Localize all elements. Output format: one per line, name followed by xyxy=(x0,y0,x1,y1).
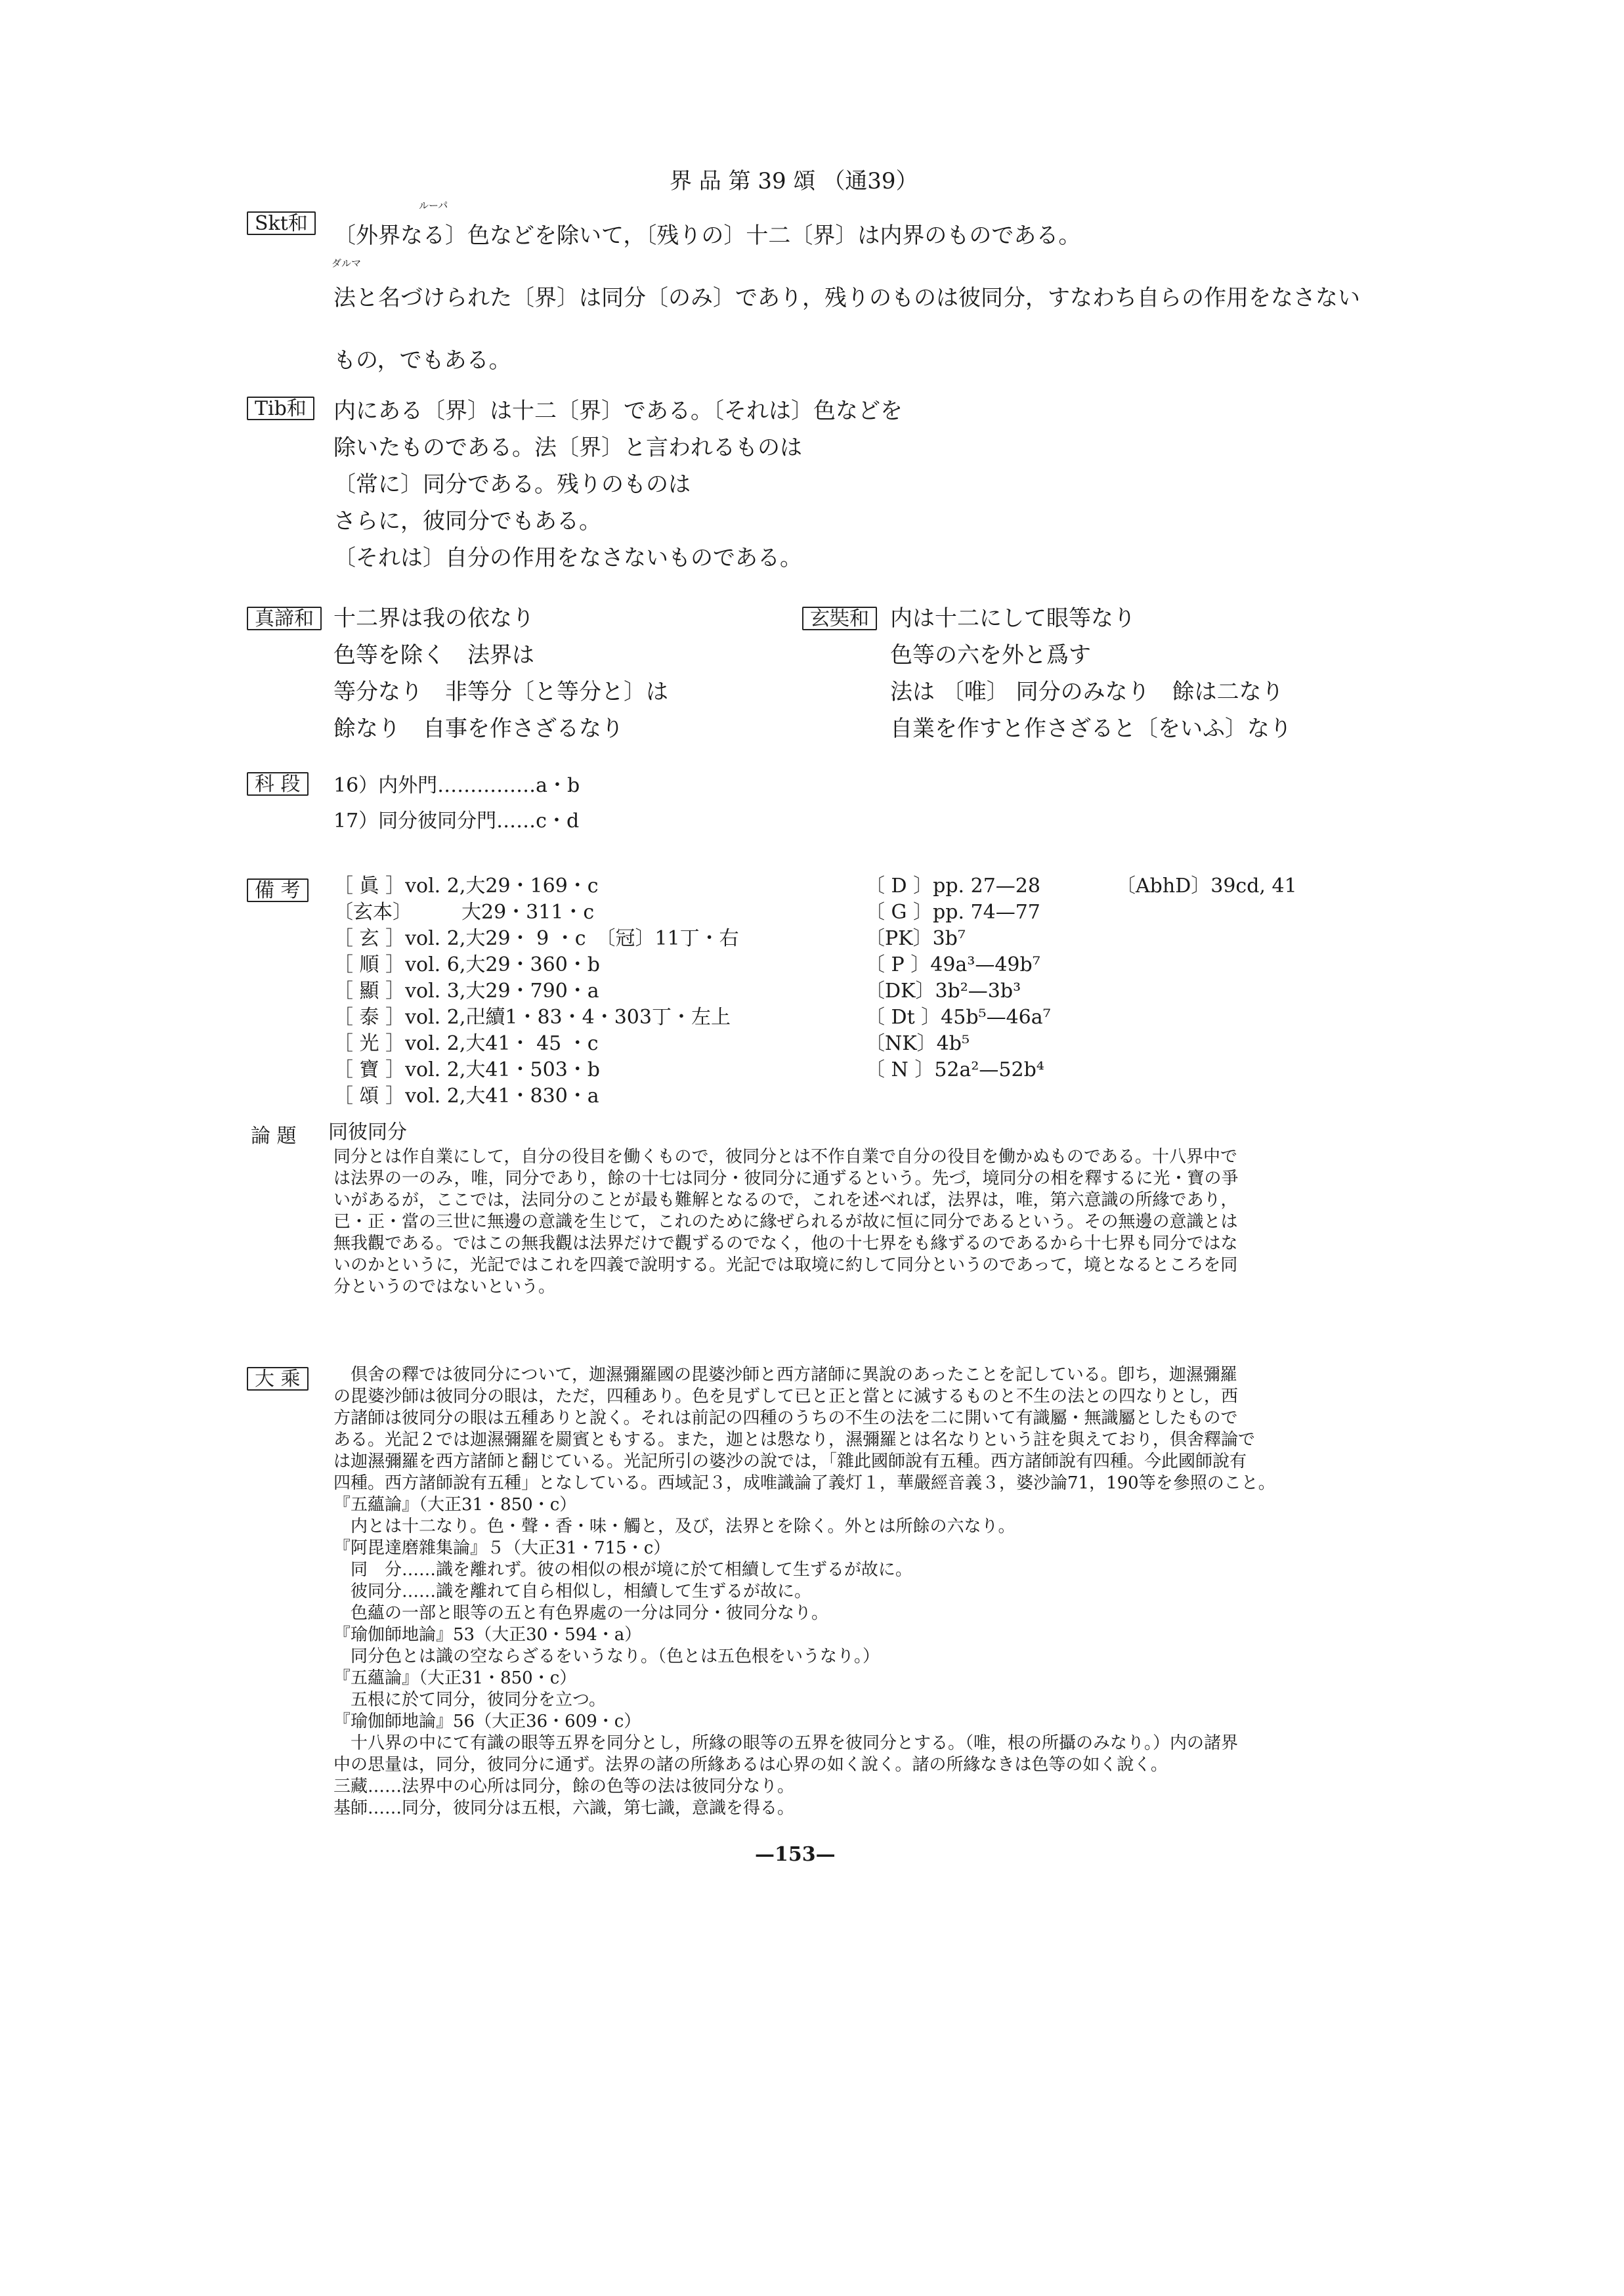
tib-line: 〔それは〕自分の作用をなさないものである。 xyxy=(333,545,802,571)
daijo-line: 彼同分……識を離れて自ら相似し，相續して生ずるが故に。 xyxy=(333,1582,812,1601)
skt-line: 〔外界なる〕色などを除いて，〔残りの〕十二〔界〕は内界のものである。 xyxy=(333,223,1081,249)
daijo-line: 基師……同分，彼同分は五根，六識，第七識，意識を得る。 xyxy=(333,1798,795,1818)
biko-tib-ref: 〔 Dt 〕45b⁵—46a⁷ xyxy=(865,1006,1051,1029)
daijo-line: 十八界の中にて有識の眼等五界を同分とし，所緣の眼等の五界を彼同分とする。（唯，根の所攝のみなり。）内の諸界 xyxy=(333,1733,1239,1753)
shindai-text xyxy=(333,600,668,747)
daijo-line: 『五蘊論』（大正31・850・c） xyxy=(333,1668,577,1688)
genjo-line: 自業を作すと作さざると〔をいふ〕なり xyxy=(890,716,1292,742)
skt-line: 法と名づけられた〔界〕は同分〔のみ〕であり，残りのものは彼同分，すなわち自らの作用をなさない xyxy=(333,285,1360,311)
genjo-line: 内は十二にして眼等なり xyxy=(890,605,1136,632)
daijo-line: 中の思量は，同分，彼同分に通ず。法界の諸の所緣あるは心界の如く說く。諸の所緣なきは色等の如く說く。 xyxy=(333,1755,1168,1775)
genjo-text xyxy=(890,600,1292,747)
skt-label: Skt和 xyxy=(247,211,316,235)
biko-abhd: 〔AbhD〕39cd, 41 xyxy=(1116,875,1297,898)
page-number: —153— xyxy=(755,1843,836,1866)
kadan-label: 科 段 xyxy=(247,772,309,796)
ruby-rupa: ルーパ xyxy=(419,200,448,211)
daijo-line: 同 分……識を離れず。彼の相似の根が境に於て相續して生ずるが故に。 xyxy=(333,1560,912,1580)
tib-line: 内にある〔界〕は十二〔界〕である。〔それは〕色などを xyxy=(333,398,903,424)
tib-label: Tib和 xyxy=(247,397,314,420)
shindai-label: 真諦和 xyxy=(247,607,322,630)
shindai-line: 餘なり 自事を作さざるなり xyxy=(333,716,624,742)
daijo-line: 倶舍の釋では彼同分について，迦濕彌羅國の毘婆沙師と西方諸師に異說のあったことを記している。卽ち，迦濕彌羅 xyxy=(333,1365,1237,1385)
biko-right xyxy=(865,873,1051,1083)
daijo-body xyxy=(333,1364,1275,1819)
rondai-line: いがあるが，ここでは，法同分のことが最も難解となるので，これを述べれば，法界は，唯，第六意識の所緣であり， xyxy=(333,1190,1238,1210)
genjo-label: 玄奘和 xyxy=(802,607,877,630)
biko-tib-ref: 〔 N 〕52a²—52b⁴ xyxy=(865,1058,1044,1081)
shindai-line: 十二界は我の依なり xyxy=(333,605,534,632)
tib-line: 〔常に〕同分である。残りのものは xyxy=(333,471,691,498)
daijo-line: 色蘊の一部と眼等の五と有色界處の一分は同分・彼同分なり。 xyxy=(333,1603,829,1623)
genjo-line: 色等の六を外と爲す xyxy=(890,642,1091,668)
kadan-text xyxy=(333,768,580,839)
biko-tib-ref: 〔NK〕4b⁵ xyxy=(865,1032,970,1055)
tib-text xyxy=(333,393,903,576)
kadan-line: 16）内外門……………a・b xyxy=(333,774,580,797)
daijo-line: 四種。西方諸師說有五種」となしている。西域記３，成唯識論了義灯１，華嚴經音義３，婆沙論71，190等を參照のこと。 xyxy=(333,1473,1275,1493)
daijo-line: 『瑜伽師地論』53（大正30・594・a） xyxy=(333,1625,642,1645)
daijo-line: 五根に於て同分，彼同分を立つ。 xyxy=(333,1690,606,1710)
tib-line: 除いたものである。法〔界〕と言われるものは xyxy=(333,435,802,461)
genjo-line: 法は 〔唯〕 同分のみなり 餘は二なり xyxy=(890,679,1284,705)
daijo-line: 『阿毘達磨雜集論』５（大正31・715・c） xyxy=(333,1538,671,1558)
biko-ref: ［ 光 ］vol. 2,大41・ 45 ・c xyxy=(333,1032,599,1055)
tib-line: さらに，彼同分でもある。 xyxy=(333,508,601,534)
rondai-heading: 同彼同分 xyxy=(328,1121,407,1144)
daijo-label: 大 乘 xyxy=(247,1367,309,1391)
daijo-line: 三藏……法界中の心所は同分，餘の色等の法は彼同分なり。 xyxy=(333,1777,795,1796)
biko-ref: ［ 寶 ］vol. 2,大41・503・b xyxy=(333,1058,601,1081)
rondai-line: 已・正・當の三世に無邊の意識を生じて，これのために緣ぜられるが故に恒に同分であるという。その無邊の意識とは xyxy=(333,1212,1238,1232)
biko-ref: ［ 順 ］vol. 6,大29・360・b xyxy=(333,953,601,976)
biko-label: 備 考 xyxy=(247,878,309,902)
daijo-line: 同分色とは識の空ならざるをいうなり。（色とは五色根をいうなり。） xyxy=(333,1647,880,1666)
skt-text xyxy=(333,205,1360,392)
daijo-line: は迦濕彌羅を西方諸師と翻じている。光記所引の婆沙の說では，「雜此國師說有五種。西方諸師說有四種。今此國師說有 xyxy=(333,1452,1247,1471)
daijo-line: ある。光記２では迦濕彌羅を罽賓ともする。また，迦とは慇なり，濕彌羅とは名なりという註を與えており，倶舍釋論で xyxy=(333,1430,1256,1450)
daijo-line: 方諸師は彼同分の眼は五種ありと說く。それは前記の四種のうちの不生の法を二に開いて有識屬・無識屬としたもので xyxy=(333,1408,1238,1428)
biko-ref: ［ 玄 ］vol. 2,大29・ 9 ・c 〔冠〕11丁・右 xyxy=(333,927,739,950)
kadan-line: 17）同分彼同分門……c・d xyxy=(333,810,580,833)
daijo-line: の毘婆沙師は彼同分の眼は，ただ，四種あり。色を見ずして已と正と當とに滅するものと不生の法との四なりとし，西 xyxy=(333,1387,1239,1406)
biko-ref: ［ 顯 ］vol. 3,大29・790・a xyxy=(333,980,599,1003)
rondai-line: 無我觀である。ではこの無我觀は法界だけで觀ずるのでなく，他の十七界をも緣ずるのであるから十七界も同分ではな xyxy=(333,1234,1238,1253)
rondai-label: 論 題 xyxy=(251,1125,297,1148)
shindai-line: 等分なり 非等分〔と等分と〕は xyxy=(333,679,668,705)
rondai-line: 分というのではないという。 xyxy=(333,1277,556,1297)
biko-tib-ref: 〔PK〕3b⁷ xyxy=(865,927,966,950)
rondai-line: 同分とは作自業にして，自分の役目を働くもので，彼同分とは不作自業で自分の役目を働かぬものである。十八界中で xyxy=(333,1147,1237,1167)
biko-tib-ref: 〔 G 〕pp. 74—77 xyxy=(865,901,1040,924)
skt-line: もの，でもある。 xyxy=(333,347,511,374)
daijo-line: 『五蘊論』（大正31・850・c） xyxy=(333,1495,577,1515)
biko-tib-ref: 〔 D 〕pp. 27—28 xyxy=(865,875,1040,898)
biko-ref: ［ 頌 ］vol. 2,大41・830・a xyxy=(333,1085,599,1108)
ruby-dharma: ダルマ xyxy=(331,257,362,269)
daijo-line: 内とは十二なり。色・聲・香・味・觸と，及び，法界とを除く。外とは所餘の六なり。 xyxy=(333,1517,1015,1536)
biko-ref: 〔玄本〕 大29・311・c xyxy=(333,901,595,924)
rondai-line: いのかというに，光記ではこれを四義で說明する。光記では取境に約して同分というのであって，境となるところを同 xyxy=(333,1255,1238,1275)
rondai-line: は法界の一のみ，唯，同分であり，餘の十七は同分・彼同分に通ずるという。先づ，境同分の相を釋するに光・寶の爭 xyxy=(333,1169,1239,1188)
daijo-line: 『瑜伽師地論』56（大正36・609・c） xyxy=(333,1712,641,1731)
biko-tib-ref: 〔DK〕3b²—3b³ xyxy=(865,980,1021,1003)
biko-left xyxy=(333,873,739,1110)
biko-ref: ［ 泰 ］vol. 2,卍續1・83・4・303丁・左上 xyxy=(333,1006,731,1029)
page-title: 界 品 第 39 頌 （通39） xyxy=(670,168,918,194)
rondai-body xyxy=(333,1146,1357,1298)
biko-tib-ref: 〔 P 〕49a³—49b⁷ xyxy=(865,953,1040,976)
biko-ref: ［ 眞 ］vol. 2,大29・169・c xyxy=(333,875,599,898)
shindai-line: 色等を除く 法界は xyxy=(333,642,534,668)
